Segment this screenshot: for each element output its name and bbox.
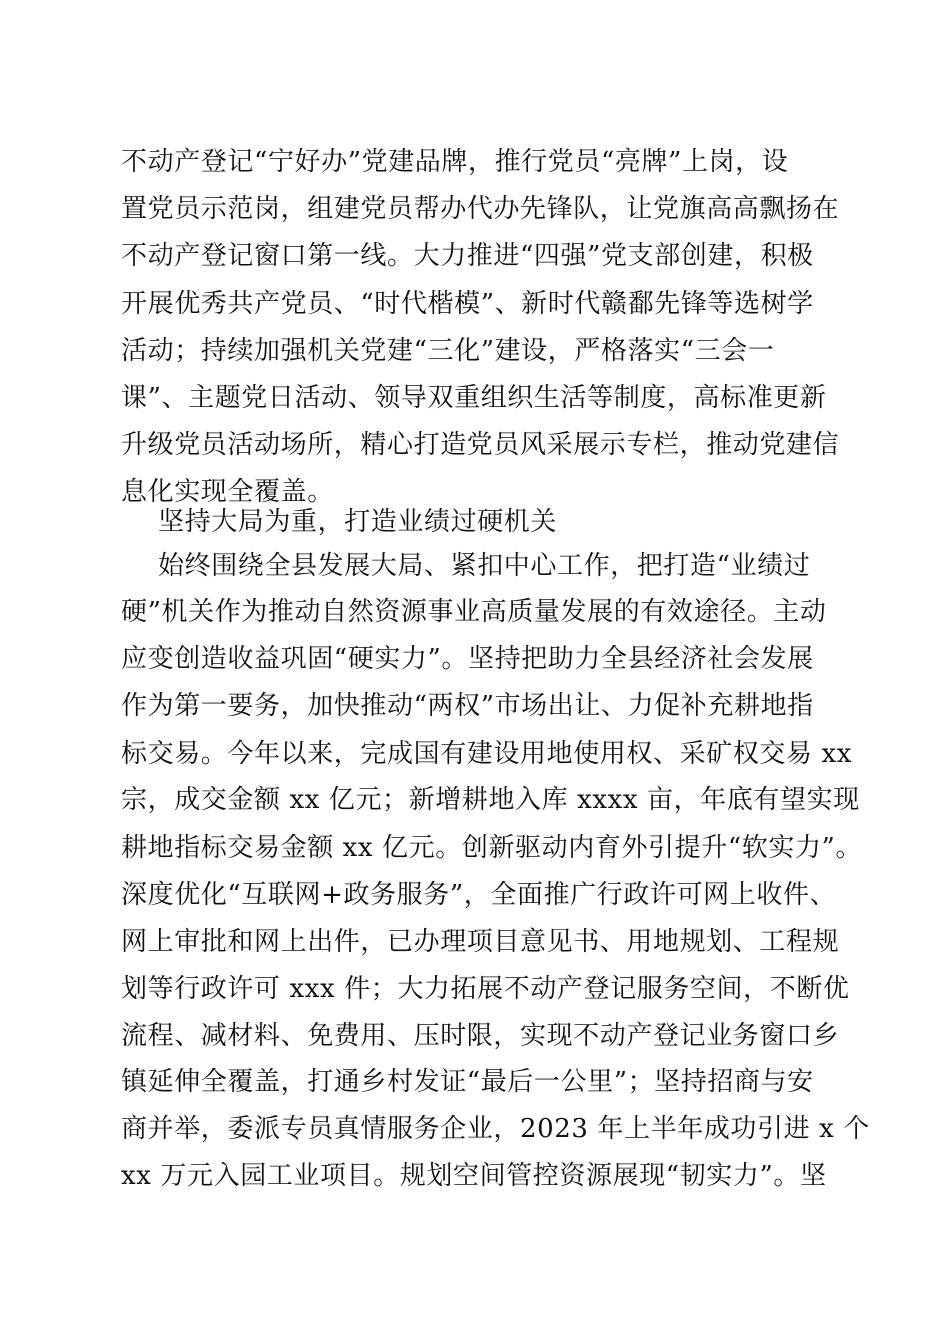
paragraph-line: 课”、主题党日活动、领导双重组织生活等制度，高标准更新: [121, 383, 827, 413]
paragraph-line: 流程、减材料、免费用、压时限，实现不动产登记业务窗口乡: [121, 1021, 840, 1051]
paragraph-line: 应变创造收益巩固“硬实力”。坚持把助力全县经济社会发展: [121, 644, 814, 674]
section-heading: 坚持大局为重，打造业绩过硬机关: [158, 507, 558, 537]
paragraph-line: 不动产登记窗口第一线。大力推进“四强”党支部创建，积极: [121, 241, 814, 271]
paragraph-line: xx 万元入园工业项目。规划空间管控资源展现“韧实力”。坚: [121, 1161, 827, 1191]
paragraph-line: 作为第一要务，加快推动“两权”市场出让、力促补充耕地指: [121, 691, 814, 721]
paragraph-line: 活动；持续加强机关党建“三化”建设，严格落实“三会一: [121, 336, 775, 366]
paragraph-line: 商并举，委派专员真情服务企业，2023 年上半年成功引进 x 个: [121, 1114, 870, 1144]
paragraph-line: 开展优秀共产党员、“时代楷模”、新时代赣鄱先锋等选树学: [121, 289, 814, 319]
paragraph-line: 标交易。今年以来，完成国有建设用地使用权、采矿权交易 xx: [121, 739, 852, 769]
paragraph-line: 宗，成交金额 xx 亿元；新增耕地入库 xxxx 亩，年底有望实现: [121, 785, 860, 815]
paragraph-line: 硬”机关作为推动自然资源事业高质量发展的有效途径。主动: [121, 597, 827, 627]
paragraph-line: 镇延伸全覆盖，打通乡村发证“最后一公里”；坚持招商与安: [121, 1067, 814, 1097]
paragraph-line: 不动产登记“宁好办”党建品牌，推行党员“亮牌”上岗，设: [121, 147, 789, 177]
paragraph-line: 置党员示范岗，组建党员帮办代办先锋队，让党旗高高飘扬在: [121, 194, 840, 224]
paragraph-line: 划等行政许可 xxx 件；大力拓展不动产登记服务空间，不断优: [121, 974, 850, 1004]
paragraph-line: 耕地指标交易金额 xx 亿元。创新驱动内育外引提升“软实力”。: [121, 833, 863, 863]
paragraph-line: 息化实现全覆盖。: [121, 477, 334, 507]
paragraph-line: 网上审批和网上出件，已办理项目意见书、用地规划、工程规: [121, 927, 840, 957]
paragraph-line: 升级党员活动场所，精心打造党员风采展示专栏，推动党建信: [121, 430, 840, 460]
paragraph-line: 始终围绕全县发展大局、紧扣中心工作，把打造“业绩过: [158, 551, 811, 581]
paragraph-line: 深度优化“互联网+政务服务”，全面推广行政许可网上收件、: [121, 880, 837, 910]
